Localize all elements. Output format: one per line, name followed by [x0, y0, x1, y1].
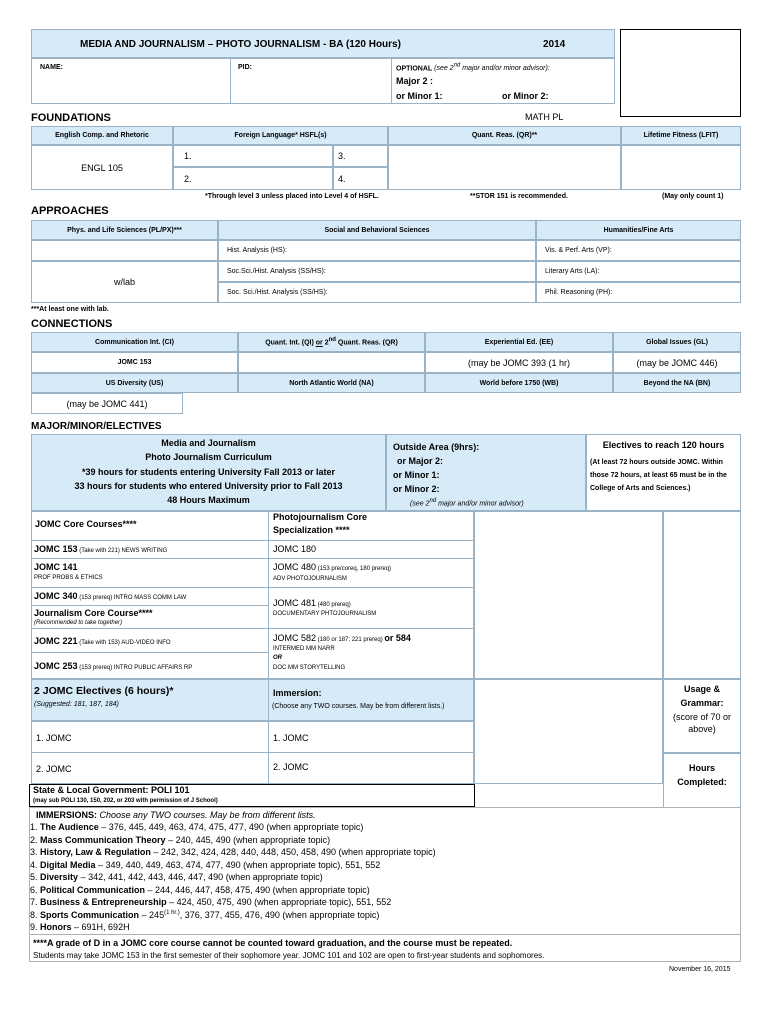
photo-row-jomc180[interactable]: JOMC 180 [273, 544, 317, 554]
outside-major2: or Major 2: [397, 456, 444, 466]
state-local-title: State & Local Government: POLI 101 [33, 785, 190, 795]
core-row-jomc340[interactable]: JOMC 340 (153 prereq) INTRO MASS COMM LAW [34, 591, 187, 601]
elective-1[interactable]: 1. JOMC [36, 733, 72, 743]
north-atlantic-header: North Atlantic World (NA) [238, 373, 425, 393]
core-row-jomc221[interactable]: JOMC 221 (Take with 153) AUD-VIDEO INFO [34, 636, 171, 646]
journalism-core-note: (Recommended to take together) [34, 620, 123, 626]
fl-slot-2[interactable]: 2. [173, 167, 333, 190]
outside-minor2: or Minor 2: [393, 484, 440, 494]
immersion-item: 5. Diversity – 342, 441, 442, 443, 446, 447, 490 (when appropriate topic) [30, 872, 323, 882]
us-diversity-field[interactable]: (may be JOMC 441) [31, 393, 183, 414]
minor1-label: or Minor 1: [396, 91, 443, 101]
core-row-jomc141[interactable]: JOMC 141 [34, 562, 78, 572]
phys-slot-1[interactable] [31, 240, 218, 261]
english-header: English Comp. and Rhetoric [31, 126, 173, 145]
connections-title: CONNECTIONS [31, 318, 113, 330]
approaches-title: APPROACHES [31, 205, 109, 217]
immersion-item: 2. Mass Communication Theory – 240, 445, 490 (when appropriate topic) [30, 834, 331, 845]
jomc-electives-suggested: (Suggested: 181, 187, 184) [34, 701, 119, 708]
world-1750-header: World before 1750 (WB) [425, 373, 613, 393]
photo-core-header-2: Specialization **** [273, 525, 350, 535]
usage-grammar-note: (score of 70 or above) [672, 712, 732, 734]
right-empty-box [474, 511, 663, 679]
lifetime-fitness-header: Lifetime Fitness (LFIT) [621, 126, 741, 145]
beyond-na-header: Beyond the NA (BN) [613, 373, 741, 393]
elective-2[interactable]: 2. JOMC [36, 764, 72, 774]
photo-core-header-1: Photojournalism Core [273, 512, 368, 522]
phys-life-header: Phys. and Life Sciences (PL/PX)*** [31, 220, 218, 240]
electives-note: (At least 72 hours outside JOMC. Within those 72 hours, at least 65 must be in the College of Arts and Sciences.) [590, 459, 727, 492]
jomc-electives-header: 2 JOMC Electives (6 hours)* [34, 685, 174, 697]
global-issues-header: Global Issues (GL) [613, 332, 741, 352]
photo-row-jomc481-sub: DOCUMENTARY PHTOJOURNALISM [273, 611, 377, 617]
literary-arts-field[interactable]: Literary Arts (LA): [536, 261, 741, 282]
exp-ed-header: Experiential Ed. (EE) [425, 332, 613, 352]
optional-line: OPTIONAL (see 2nd major and/or minor advisor): [396, 63, 550, 73]
immersion-2[interactable]: 2. JOMC [273, 762, 309, 772]
humanities-header: Humanities/Fine Arts [536, 220, 741, 240]
mj-line4: 33 hours for students who entered University prior to Fall 2013 [74, 481, 343, 491]
immersion-item: 3. History, Law & Regulation – 242, 342, 424, 428, 440, 448, 450, 458, 490 (when appropriate topic) [30, 847, 436, 857]
major2-label: Major 2 : [396, 76, 434, 86]
state-local-note: (may sub POLI 130, 150, 202, or 203 with permission of J School) [33, 798, 218, 804]
lab-note: ***At least one with lab. [31, 306, 109, 313]
outside-minor1: or Minor 1: [393, 470, 440, 480]
mj-line3: *39 hours for students entering University Fall 2013 or later [81, 467, 336, 477]
immersion-item: 8. Sports Communication – $245^{(1 hr.)}$, 376, 377, 455, 476, 490 (when appropriate topic) [30, 909, 380, 920]
vis-perf-arts-field[interactable]: Vis. & Perf. Arts (VP): [536, 240, 741, 261]
immersion-item: 4. Digital Media – 349, 440, 449, 463, 474, 477, 490 (when appropriate topic), 551, 552 [30, 859, 381, 870]
revision-date: November 16, 2015 [669, 966, 731, 973]
outside-note: (see 2nd major and/or minor advisor) [410, 498, 524, 508]
fl-slot-1[interactable]: 1. [173, 145, 333, 167]
sophomore-note: Students may take JOMC 153 in the first semester of their sophomore year. JOMC 101 and 102 are open to first-year students and sophomores. [33, 951, 545, 960]
pid-label: PID: [238, 64, 252, 71]
name-label: NAME: [40, 64, 63, 71]
photo-row-jomc480-sub: ADV PHOTOJOURNALISM [273, 576, 347, 582]
electives-title: Electives to reach 120 hours [602, 440, 725, 450]
jomc-153-ci[interactable]: JOMC 153 [31, 352, 238, 373]
form-title: MEDIA AND JOURNALISM – PHOTO JOURNALISM - BA (120 Hours) [80, 39, 401, 50]
journalism-core-header: Journalism Core Course**** [34, 608, 153, 618]
engl-105: ENGL 105 [31, 145, 173, 190]
right-empty-box-2 [663, 511, 741, 679]
outside-title: Outside Area (9hrs): [393, 442, 480, 452]
math-pl-label: MATH PL [525, 112, 564, 122]
quant-int-field[interactable] [238, 352, 425, 373]
immersion-header: Immersion: [273, 688, 322, 698]
us-diversity-header: US Diversity (US) [31, 373, 238, 393]
soc-sci-field-2[interactable]: Soc. Sci./Hist. Analysis (SS/HS): [218, 282, 536, 303]
right-empty-box-3 [474, 679, 663, 784]
mj-line5: 48 Hours Maximum [167, 495, 250, 505]
immersion-item: 7. Business & Entrepreneurship – 424, 450, 475, 490 (when appropriate topic), 551, 552 [30, 897, 392, 907]
lifetime-fitness-field[interactable] [621, 145, 741, 190]
exp-ed-field[interactable]: (may be JOMC 393 (1 hr) [425, 352, 613, 373]
form-year: 2014 [543, 39, 566, 50]
fl-slot-4[interactable]: 4. [333, 167, 388, 190]
photo-row-582-or: OR [273, 655, 282, 661]
core-row-jomc253[interactable]: JOMC 253 (153 prereq) INTRO PUBLIC AFFAIRS RP [34, 661, 193, 671]
quant-reas-field[interactable] [388, 145, 621, 190]
photo-row-582-l4: DOC MM STORYTELLING [273, 665, 346, 671]
photo-row-jomc480[interactable]: JOMC 480 (153 pre/coreq, 180 prereq) [273, 562, 392, 572]
lfit-note: (May only count 1) [662, 193, 724, 200]
social-behav-header: Social and Behavioral Sciences [218, 220, 536, 240]
major-title: MAJOR/MINOR/ELECTIVES [31, 421, 162, 432]
fl-slot-3[interactable]: 3. [333, 145, 388, 167]
comm-int-header: Communication Int. (CI) [31, 332, 238, 352]
phil-reasoning-field[interactable]: Phil. Reasoning (PH): [536, 282, 741, 303]
mj-line1: Media and Journalism [161, 438, 256, 448]
quant-int-header: Quant. Int. (QI) or 2nd Quant. Reas. (QR) [238, 332, 425, 352]
soc-sci-field-1[interactable]: Soc.Sci./Hist. Analysis (SS/HS): [218, 261, 536, 282]
stor-note: **STOR 151 is recommended. [470, 193, 568, 200]
photo-box [620, 29, 741, 117]
immersion-item: 6. Political Communication – 244, 446, 447, 458, 475, 490 (when appropriate topic) [30, 884, 370, 895]
photo-row-jomc481[interactable]: JOMC 481 (480 prereq) [273, 598, 351, 608]
minor2-label: or Minor 2: [502, 91, 549, 101]
core-row-jomc153[interactable]: JOMC 153 (Take with 221) NEWS WRITING [34, 544, 168, 554]
immersion-item: 9. Honors – 691H, 692H [30, 922, 130, 932]
photo-row-582-l2: INTERMED MM NARR [273, 646, 335, 652]
foundations-title: FOUNDATIONS [31, 112, 111, 124]
wlab-slot[interactable]: w/lab [31, 261, 218, 303]
core-row-jomc141-sub: PROF PROBS & ETHICS [34, 575, 103, 581]
quant-reas-header: Quant. Reas. (QR)** [388, 126, 621, 145]
usage-grammar-title: Usage & Grammar: [680, 684, 724, 708]
core-courses-header: JOMC Core Courses**** [35, 519, 137, 529]
immersion-item: 1. The Audience – 376, 445, 449, 463, 474, 475, 477, 490 (when appropriate topic) [30, 822, 364, 832]
immersion-note: (Choose any TWO courses. May be from different lists.) [272, 703, 445, 710]
immersions-title: IMMERSIONS: Choose any TWO courses. May be from different lists. [36, 810, 316, 820]
hist-analysis-field[interactable]: Hist. Analysis (HS): [218, 240, 536, 261]
immersion-1[interactable]: 1. JOMC [273, 733, 309, 743]
grade-note: ****A grade of D in a JOMC core course cannot be counted toward graduation, and the course must be repeated. [33, 938, 513, 948]
foreign-lang-header: Foreign Language* HSFL(s) [173, 126, 388, 145]
photo-row-jomc582[interactable]: JOMC 582 (180 or 187; 221 prereq) or 584 [273, 633, 411, 643]
mj-line2: Photo Journalism Curriculum [145, 452, 272, 462]
foreign-lang-note: *Through level 3 unless placed into Level 4 of HSFL. [205, 193, 379, 200]
hours-completed-label: Hours Completed: [677, 763, 727, 787]
global-issues-field[interactable]: (may be JOMC 446) [613, 352, 741, 373]
